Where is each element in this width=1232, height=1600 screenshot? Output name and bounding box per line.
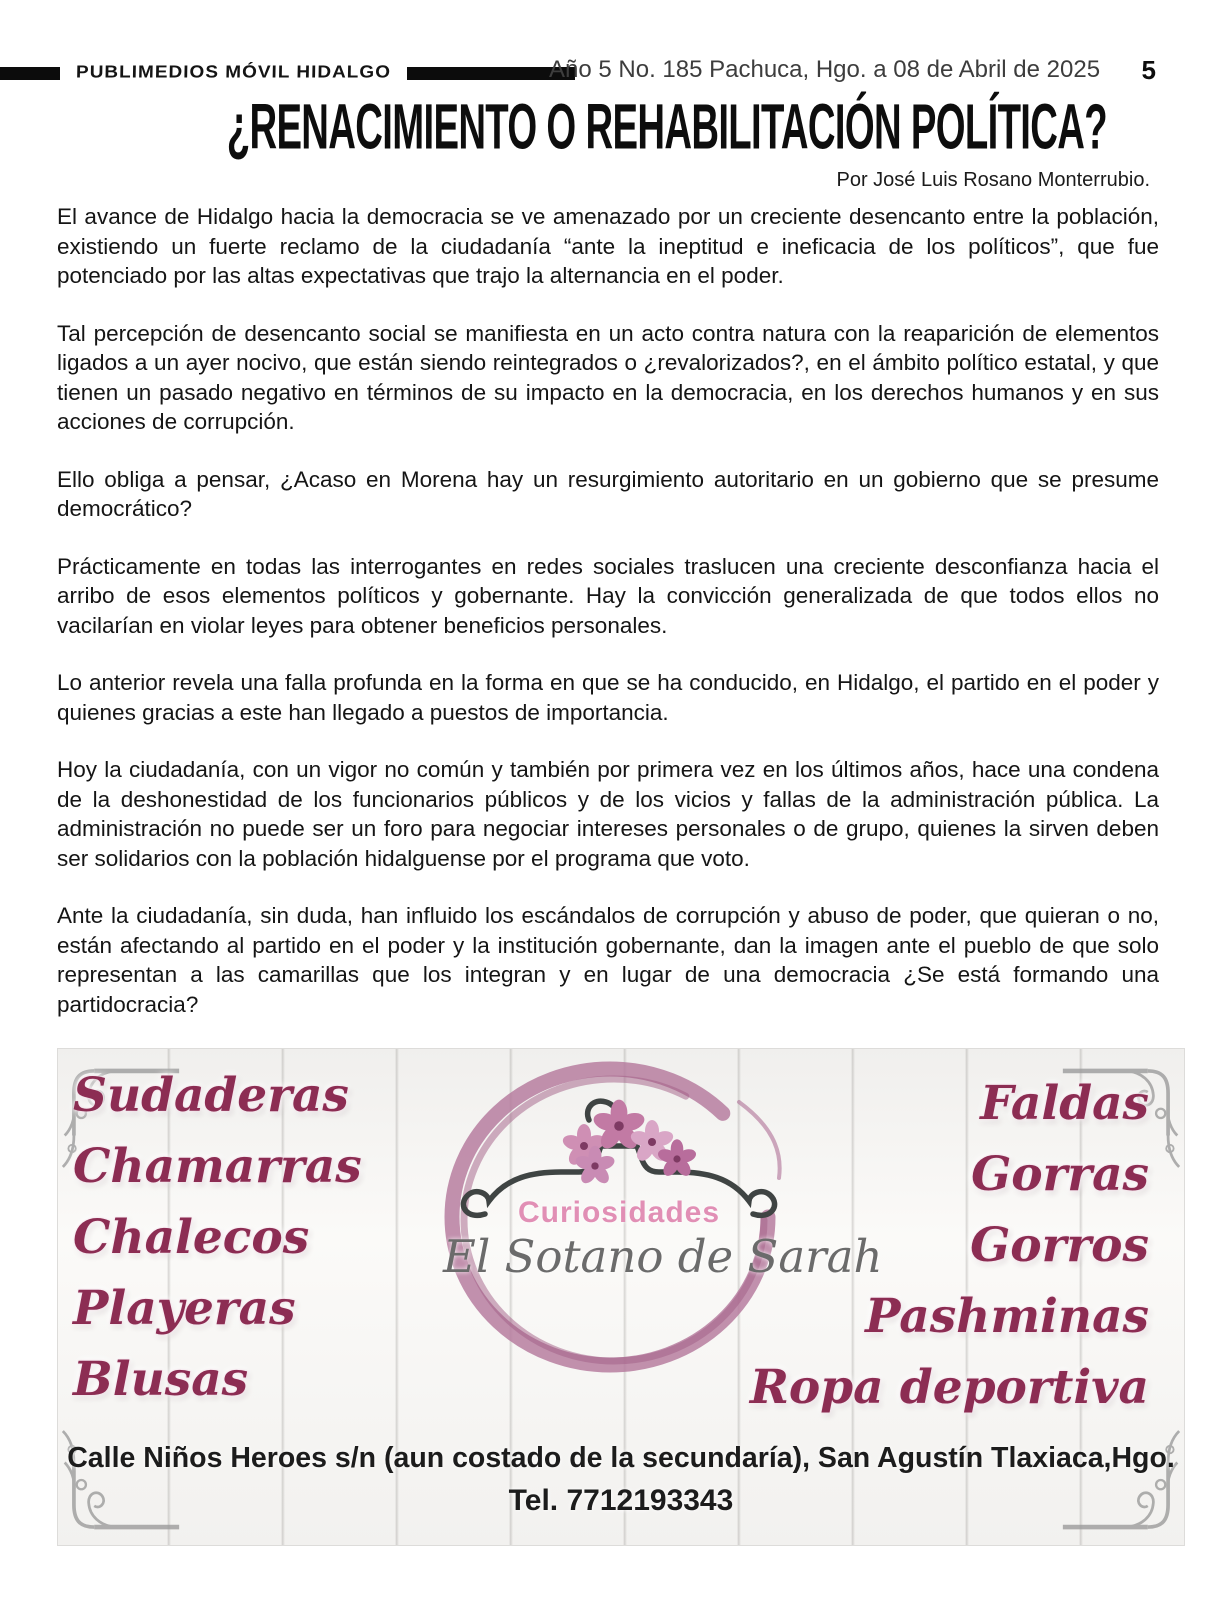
store-tagline: Curiosidades [517, 1196, 721, 1229]
store-phone: Tel. 7712193343 [508, 1484, 734, 1517]
product-list-left [73, 1068, 362, 1407]
article-body [57, 202, 1159, 1019]
article-headline: ¿RENACIMIENTO O REHABILITACIÓN POLÍTICA? [226, 91, 1107, 163]
product-item: Chalecos [73, 1210, 310, 1265]
product-item: Playeras [73, 1281, 296, 1336]
paragraph: Prácticamente en todas las interrogantes en redes sociales traslucen una creciente desconfianza hacia el arribo de esos elementos políticos y gobernante. Hay la convicción generalizada de que todos ellos no vacilarían en violar leyes para obtener beneficios personales. [57, 553, 1159, 638]
product-item: Sudaderas [73, 1068, 349, 1123]
product-item: Blusas [73, 1352, 249, 1407]
paragraph: Lo anterior revela una falla profunda en la forma en que se ha conducido, en Hidalgo, el partido en el poder y quienes gracias a este han llegado a puestos de importancia. [57, 670, 1159, 725]
paragraph: Tal percepción de desencanto social se manifiesta en un acto contra natura con la reaparición de elementos ligados a un ayer nocivo, que están siendo reintegrados o ¿revalorizados?, en el ámbito político estatal, y que tienen un pasado negativo en términos de su impacto en la democracia, en los derechos humanos y en sus acciones de corrupción. [57, 320, 1159, 434]
advertisement-banner [57, 1048, 1185, 1546]
article-byline: Por José Luis Rosano Monterrubio. [836, 169, 1150, 191]
product-item: Gorras [971, 1147, 1149, 1202]
issue-line: Año 5 No. 185 Pachuca, Hgo. a 08 de Abril de 2025 [549, 56, 1101, 83]
page-number: 5 [1141, 55, 1156, 85]
brand-bar-left [0, 67, 60, 80]
store-name: El Sotano de Sarah [443, 1230, 883, 1283]
brand-logo [0, 62, 575, 84]
corner-flourish-icon [61, 1420, 181, 1540]
product-item: Chamarras [73, 1139, 362, 1194]
store-logo [443, 1054, 883, 1384]
brand-name: PUBLIMEDIOS MÓVIL HIDALGO [75, 62, 392, 83]
product-item: Faldas [980, 1076, 1149, 1131]
corner-flourish-icon [1061, 1420, 1181, 1540]
paragraph: Ello obliga a pensar, ¿Acaso en Morena hay un resurgimiento autoritario en un gobierno que se presume democrático? [57, 466, 1159, 521]
paragraph: Ante la ciudadanía, sin duda, han influido los escándalos de corrupción y abuso de poder, que quieran o no, están afectando al partido en el poder y la institución gobernante, dan la imagen ante el pueblo de que solo representan a las camarillas que los integran y en lugar de una democracia ¿Se está formando una partidocracia? [57, 903, 1159, 1017]
paragraph: El avance de Hidalgo hacia la democracia se ve amenazado por un creciente desencanto entre la población, existiendo un fuerte reclamo de la ciudadanía “ante la ineptitud e ineficacia de los políticos”, que fue potenciado por las altas expectativas que trajo la alternancia en el poder. [57, 204, 1159, 288]
paragraph: Hoy la ciudadanía, con un vigor no común y también por primera vez en los últimos años, hace una condena de la deshonestidad de los funcionarios públicos y de los vicios y fallas de la administración pública. La administración no puede ser un foro para negociar intereses personales o de grupo, quienes la sirven deben ser solidarios con la población hidalguense por el programa que voto. [57, 757, 1159, 871]
product-item: Gorros [970, 1218, 1149, 1273]
product-item: Pashminas [865, 1289, 1149, 1344]
store-address: Calle Niños Heroes s/n (aun costado de la secundaría), San Agustín Tlaxiaca,Hgo. [67, 1442, 1175, 1474]
product-item: Ropa deportiva [749, 1360, 1149, 1415]
headline-container [0, 90, 1232, 163]
